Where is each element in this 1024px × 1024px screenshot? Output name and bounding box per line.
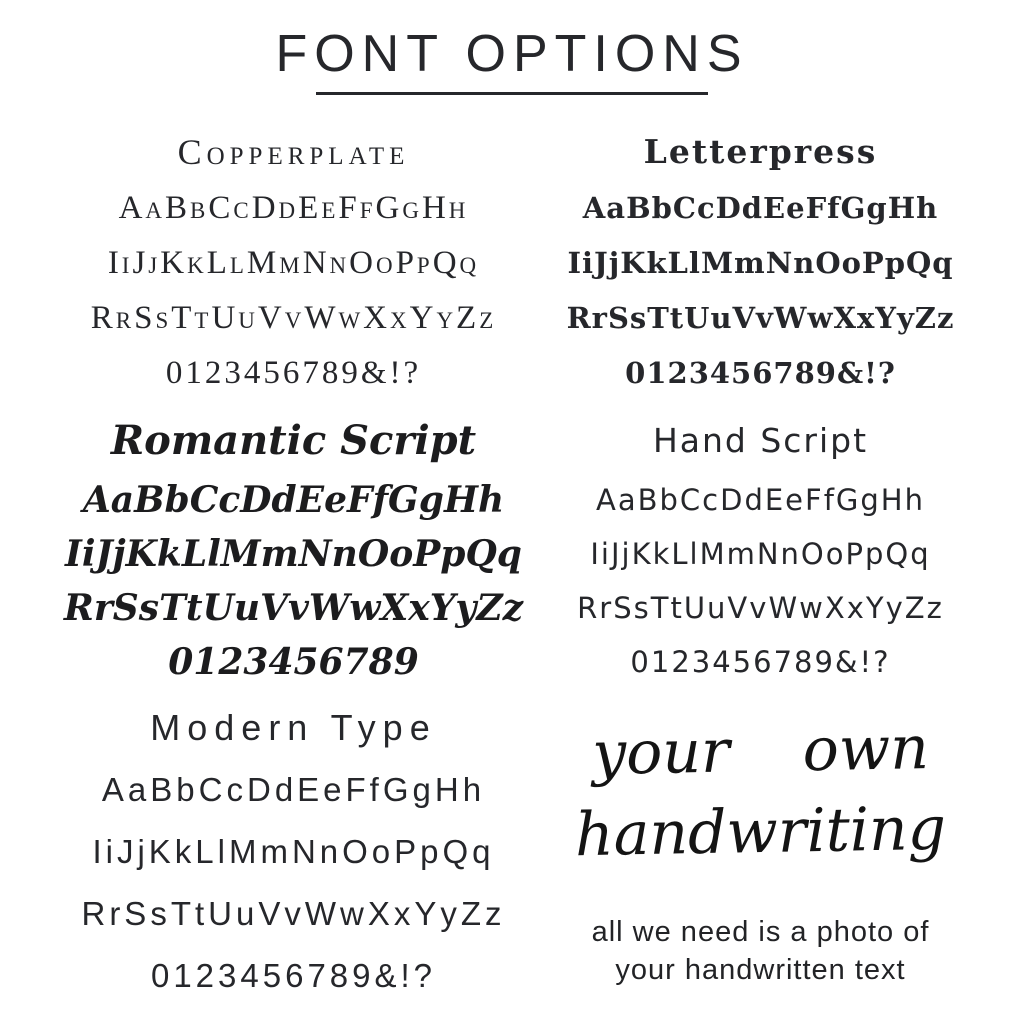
page-title: FONT OPTIONS [275,25,749,83]
font-name: Copperplate [177,132,410,172]
handwriting-note-line: all we need is a photo of [591,916,930,948]
font-sample-letterpress [527,129,994,401]
handwriting-sample-line: your own [591,713,930,789]
glyph-line: AaBbCcDdEeFfGgHh [118,190,469,226]
glyph-line: IiJjKkLlMmNnOoPpQq [65,533,522,575]
font-sample-own-handwriting [527,703,994,1007]
handwriting-note [527,913,994,989]
font-name: Hand Script [652,421,869,460]
glyph-line: 0123456789&!? [630,645,891,679]
glyph-line: AaBbCcDdEeFfGgHh [82,479,505,521]
font-sample-romantic-script [60,415,527,689]
font-name: Letterpress [643,132,878,171]
font-sample-copperplate [60,129,527,401]
glyph-line: IiJjKkLlMmNnOoPpQq [107,245,480,281]
header [0,24,1024,95]
glyph-line: IiJjKkLlMmNnOoPpQq [567,246,954,280]
glyph-line: 0123456789&!? [165,355,422,391]
glyph-line: RrSsTtUuVvWwXxYyZz [81,895,506,932]
font-name: Modern Type [150,707,437,748]
glyph-line: RrSsTtUuVvWwXxYyZz [63,587,524,629]
font-samples-grid [0,129,1024,1007]
glyph-line: 0123456789&!? [150,957,437,994]
glyph-line: RrSsTtUuVvWwXxYyZz [566,301,955,335]
title-underline [316,92,708,95]
glyph-line: 0123456789 [168,641,419,683]
glyph-line: AaBbCcDdEeFfGgHh [582,191,939,225]
handwriting-note-line: your handwritten text [615,954,906,986]
glyph-line: AaBbCcDdEeFfGgHh [101,771,486,808]
glyph-line: IiJjKkLlMmNnOoPpQq [92,833,495,870]
glyph-line: 0123456789&!? [625,356,896,390]
font-sample-modern-type [60,703,527,1007]
glyph-line: IiJjKkLlMmNnOoPpQq [590,537,931,571]
font-sample-hand-script [527,415,994,689]
glyph-line: AaBbCcDdEeFfGgHh [596,483,925,517]
glyph-line: RrSsTtUuVvWwXxYyZz [577,591,944,625]
glyph-line: RrSsTtUuVvWwXxYyZz [90,300,497,336]
font-name: Romantic Script [110,417,477,464]
handwriting-sample-line: handwriting [574,793,947,871]
